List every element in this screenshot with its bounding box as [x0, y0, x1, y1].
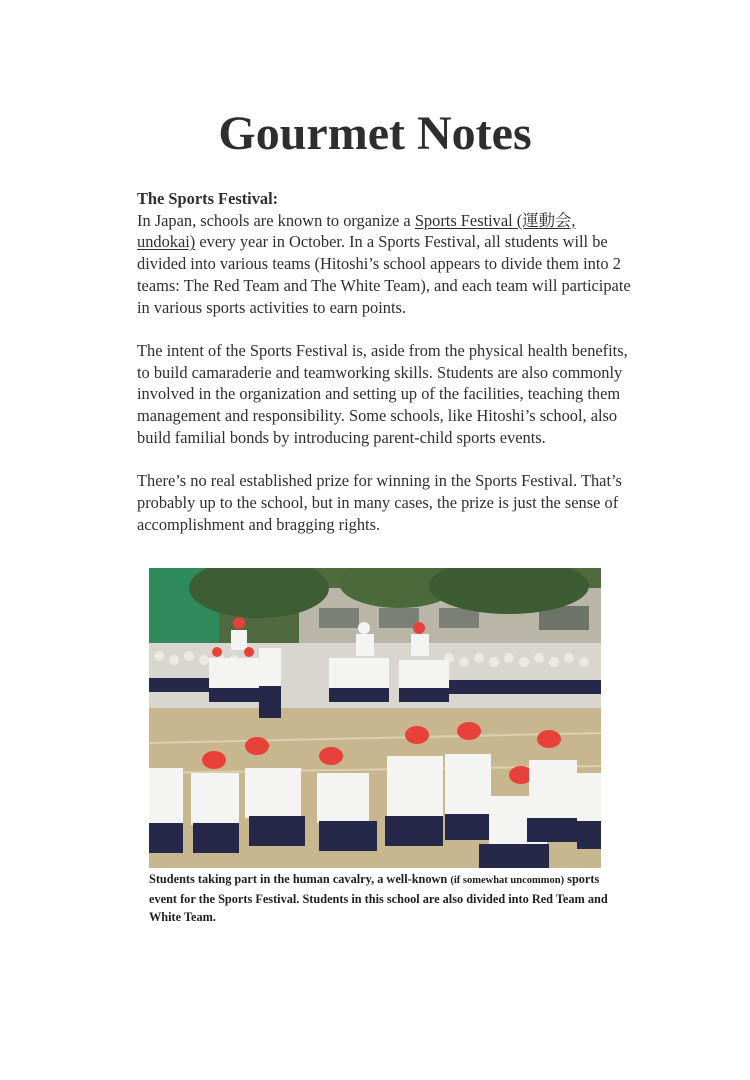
paragraph-3: There’s no real established prize for winning in the Sports Festival. That’s probably up to the school, but in many cases, the prize is just the sense of accomplishment and bragging rights.	[137, 471, 622, 534]
photo-caption	[149, 870, 609, 926]
paragraph-1-text-end: every year in October. In a Sports Festival, all students will be divided into various teams (Hitoshi’s school appears to divide them into 2 teams: The Red Team and The White Team), and each team will participate in various sports activities to earn points.	[137, 232, 631, 317]
caption-parenthetical: (if somewhat uncommon)	[450, 875, 565, 886]
section-heading: The Sports Festival:	[137, 189, 279, 208]
page-title: Gourmet Notes	[218, 107, 532, 160]
sports-festival-link[interactable]: Sports Festival (運動会, undokai)	[137, 210, 576, 252]
paragraph-1	[137, 188, 637, 318]
paragraph-1-text-start: In Japan, schools are known to organize a	[137, 210, 415, 230]
paragraph-2: The intent of the Sports Festival is, aside from the physical health benefits, to build camaraderie and teamworking skills. Students are also commonly involved in the organization and setting up of the facilities, teaching them management and responsibility. Some schools, like Hitoshi’s school, also build familial bonds by introducing parent-child sports events.	[137, 340, 628, 447]
caption-text-start: Students taking part in the human cavalry, a well-known	[149, 872, 451, 886]
caption-text-end: sports event for the Sports Festival. Students in this school are also divided into Red Team and White Team.	[149, 872, 608, 924]
article-body	[137, 188, 637, 557]
sports-festival-photo	[149, 568, 601, 868]
